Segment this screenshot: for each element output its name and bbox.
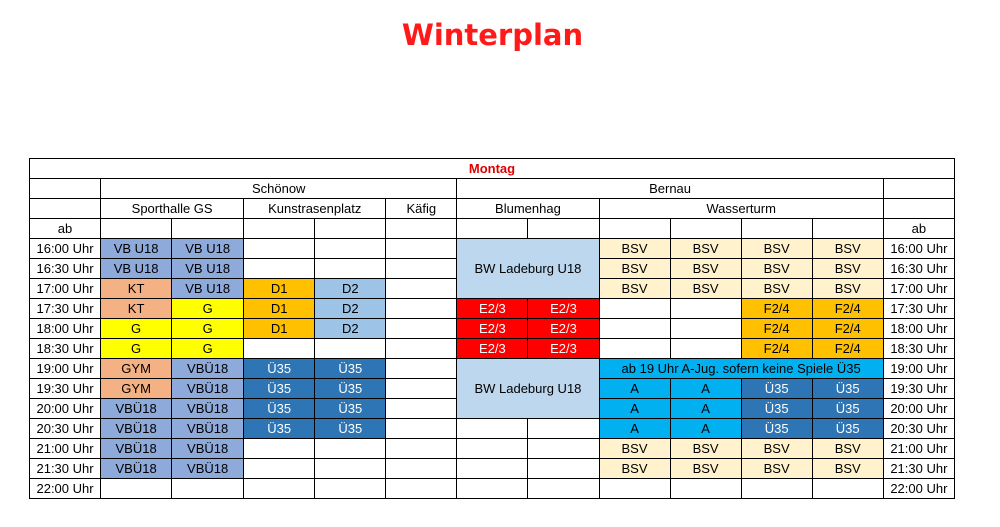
venue-kunstrasen: Kunstrasenplatz xyxy=(244,199,386,219)
schedule-cell: Ü35 xyxy=(244,399,315,419)
empty-cell xyxy=(457,419,528,439)
schedule-cell: BSV xyxy=(599,279,670,299)
time-row xyxy=(30,239,955,259)
schedule-cell: VBÜ18 xyxy=(172,399,244,419)
schedule-table xyxy=(29,158,955,499)
schedule-cell: D1 xyxy=(244,299,315,319)
empty-cell xyxy=(30,179,101,199)
schedule-cell: BSV xyxy=(812,439,883,459)
empty-cell xyxy=(883,179,954,199)
empty-cell xyxy=(457,439,528,459)
empty-cell xyxy=(457,479,528,499)
empty-cell xyxy=(386,459,457,479)
time-label: 16:00 Uhr xyxy=(883,239,954,259)
empty-cell xyxy=(30,199,101,219)
empty-cell xyxy=(101,219,172,239)
schedule-cell: VBÜ18 xyxy=(172,359,244,379)
time-label: 18:30 Uhr xyxy=(883,339,954,359)
schedule-cell: G xyxy=(172,299,244,319)
schedule-cell: E2/3 xyxy=(457,319,528,339)
schedule-cell: F2/4 xyxy=(812,299,883,319)
schedule-cell: Ü35 xyxy=(812,379,883,399)
venue-kaefig: Käfig xyxy=(386,199,457,219)
schedule-cell: D2 xyxy=(315,319,386,339)
location-schoenow: Schönow xyxy=(101,179,457,199)
empty-cell xyxy=(528,459,599,479)
venue-sporthalle: Sporthalle GS xyxy=(101,199,244,219)
time-label: 22:00 Uhr xyxy=(30,479,101,499)
schedule-cell: VB U18 xyxy=(101,239,172,259)
time-label: 18:00 Uhr xyxy=(883,319,954,339)
empty-cell xyxy=(315,339,386,359)
schedule-note: ab 19 Uhr A-Jug. sofern keine Spiele Ü35 xyxy=(599,359,883,379)
schedule-cell: GYM xyxy=(101,359,172,379)
schedule-cell: BSV xyxy=(670,279,741,299)
schedule-cell: VBÜ18 xyxy=(172,459,244,479)
schedule-cell: BSV xyxy=(670,459,741,479)
schedule-cell: BSV xyxy=(670,439,741,459)
schedule-cell: A xyxy=(599,419,670,439)
schedule-cell: BSV xyxy=(670,239,741,259)
schedule-cell: F2/4 xyxy=(812,339,883,359)
venue-blumenhag: Blumenhag xyxy=(457,199,599,219)
empty-cell xyxy=(599,219,670,239)
time-label: 20:30 Uhr xyxy=(883,419,954,439)
schedule-cell: VB U18 xyxy=(172,279,244,299)
empty-cell xyxy=(244,219,315,239)
schedule-cell: Ü35 xyxy=(244,359,315,379)
empty-cell xyxy=(386,299,457,319)
empty-cell xyxy=(599,319,670,339)
schedule-cell: Ü35 xyxy=(812,419,883,439)
empty-cell xyxy=(315,239,386,259)
schedule-cell: BSV xyxy=(741,459,812,479)
schedule-cell: VBÜ18 xyxy=(101,399,172,419)
schedule-cell: VB U18 xyxy=(101,259,172,279)
time-row xyxy=(30,359,955,379)
schedule-cell: BSV xyxy=(670,259,741,279)
empty-cell xyxy=(528,439,599,459)
schedule-cell: Ü35 xyxy=(741,419,812,439)
schedule-cell: BSV xyxy=(812,259,883,279)
schedule-cell: BSV xyxy=(599,439,670,459)
schedule-cell: Ü35 xyxy=(315,399,386,419)
schedule-cell: A xyxy=(599,379,670,399)
schedule-cell: A xyxy=(670,379,741,399)
empty-cell xyxy=(457,219,528,239)
location-row xyxy=(30,179,955,199)
empty-cell xyxy=(315,479,386,499)
schedule-cell: BSV xyxy=(741,259,812,279)
time-label: 21:00 Uhr xyxy=(30,439,101,459)
empty-cell xyxy=(244,439,315,459)
time-label: 16:30 Uhr xyxy=(883,259,954,279)
empty-cell xyxy=(528,419,599,439)
time-label: 21:30 Uhr xyxy=(30,459,101,479)
schedule-cell: BW Ladeburg U18 xyxy=(457,359,599,419)
schedule-cell: BSV xyxy=(599,259,670,279)
schedule-cell: E2/3 xyxy=(528,339,599,359)
schedule-cell: Ü35 xyxy=(315,359,386,379)
schedule-cell: VBÜ18 xyxy=(172,439,244,459)
venue-wasserturm: Wasserturm xyxy=(599,199,883,219)
time-row xyxy=(30,299,955,319)
schedule-cell: Ü35 xyxy=(315,379,386,399)
empty-cell xyxy=(670,299,741,319)
empty-cell xyxy=(386,319,457,339)
schedule-cell: VB U18 xyxy=(172,259,244,279)
ab-label-right: ab xyxy=(883,219,954,239)
empty-cell xyxy=(599,299,670,319)
schedule-cell: VBÜ18 xyxy=(172,419,244,439)
time-label: 18:00 Uhr xyxy=(30,319,101,339)
empty-cell xyxy=(244,239,315,259)
schedule-cell: F2/4 xyxy=(812,319,883,339)
schedule-cell: D2 xyxy=(315,299,386,319)
schedule-cell: F2/4 xyxy=(741,339,812,359)
schedule-cell: VBÜ18 xyxy=(101,439,172,459)
schedule-cell: KT xyxy=(101,279,172,299)
empty-cell xyxy=(670,339,741,359)
schedule-cell: E2/3 xyxy=(457,299,528,319)
schedule-cell: Ü35 xyxy=(244,419,315,439)
time-row xyxy=(30,439,955,459)
empty-cell xyxy=(386,419,457,439)
time-label: 22:00 Uhr xyxy=(883,479,954,499)
schedule-cell: VBÜ18 xyxy=(101,459,172,479)
time-label: 21:00 Uhr xyxy=(883,439,954,459)
schedule-cell: KT xyxy=(101,299,172,319)
schedule-cell: Ü35 xyxy=(244,379,315,399)
empty-cell xyxy=(599,339,670,359)
empty-cell xyxy=(386,399,457,419)
time-label: 20:00 Uhr xyxy=(883,399,954,419)
empty-cell xyxy=(244,339,315,359)
schedule-cell: BSV xyxy=(599,459,670,479)
schedule-cell: BSV xyxy=(599,239,670,259)
time-label: 19:00 Uhr xyxy=(883,359,954,379)
schedule-cell: BSV xyxy=(812,279,883,299)
venue-row xyxy=(30,199,955,219)
empty-cell xyxy=(386,239,457,259)
empty-cell xyxy=(528,479,599,499)
empty-cell xyxy=(244,259,315,279)
schedule-cell: D2 xyxy=(315,279,386,299)
schedule-cell: Ü35 xyxy=(315,419,386,439)
schedule-cell: BSV xyxy=(741,439,812,459)
empty-cell xyxy=(599,479,670,499)
empty-cell xyxy=(244,459,315,479)
empty-cell xyxy=(386,219,457,239)
schedule-cell: Ü35 xyxy=(812,399,883,419)
day-row xyxy=(30,159,955,179)
empty-cell xyxy=(172,479,244,499)
schedule-cell: Ü35 xyxy=(741,399,812,419)
time-label: 16:30 Uhr xyxy=(30,259,101,279)
time-label: 20:00 Uhr xyxy=(30,399,101,419)
schedule-cell: F2/4 xyxy=(741,299,812,319)
time-row xyxy=(30,479,955,499)
empty-cell xyxy=(172,219,244,239)
schedule-cell: D1 xyxy=(244,279,315,299)
time-label: 21:30 Uhr xyxy=(883,459,954,479)
empty-cell xyxy=(386,339,457,359)
time-label: 17:30 Uhr xyxy=(883,299,954,319)
empty-cell xyxy=(315,219,386,239)
schedule-cell: GYM xyxy=(101,379,172,399)
empty-cell xyxy=(670,479,741,499)
empty-cell xyxy=(101,479,172,499)
empty-cell xyxy=(315,259,386,279)
empty-cell xyxy=(244,479,315,499)
schedule-cell: E2/3 xyxy=(528,299,599,319)
empty-cell xyxy=(457,459,528,479)
empty-cell xyxy=(386,379,457,399)
schedule-cell: F2/4 xyxy=(741,319,812,339)
schedule-cell: A xyxy=(670,399,741,419)
schedule-cell: A xyxy=(670,419,741,439)
time-label: 16:00 Uhr xyxy=(30,239,101,259)
schedule-cell: A xyxy=(599,399,670,419)
schedule-cell: BSV xyxy=(741,239,812,259)
empty-cell xyxy=(812,479,883,499)
empty-cell xyxy=(386,479,457,499)
schedule-cell: D1 xyxy=(244,319,315,339)
time-row xyxy=(30,319,955,339)
time-row xyxy=(30,419,955,439)
empty-cell xyxy=(386,359,457,379)
schedule-cell: E2/3 xyxy=(528,319,599,339)
empty-cell xyxy=(528,219,599,239)
schedule-cell: VB U18 xyxy=(172,239,244,259)
schedule-cell: BSV xyxy=(812,239,883,259)
schedule-cell: BW Ladeburg U18 xyxy=(457,239,599,299)
empty-cell xyxy=(315,459,386,479)
day-header: Montag xyxy=(30,159,955,179)
empty-cell xyxy=(812,219,883,239)
schedule-cell: E2/3 xyxy=(457,339,528,359)
schedule-cell: G xyxy=(172,319,244,339)
time-label: 19:30 Uhr xyxy=(883,379,954,399)
schedule-cell: BSV xyxy=(741,279,812,299)
time-label: 17:00 Uhr xyxy=(883,279,954,299)
page-title: Winterplan xyxy=(401,18,584,52)
time-label: 19:00 Uhr xyxy=(30,359,101,379)
empty-cell xyxy=(741,219,812,239)
schedule-cell: G xyxy=(101,339,172,359)
schedule-cell: VBÜ18 xyxy=(172,379,244,399)
schedule-cell: G xyxy=(101,319,172,339)
time-row xyxy=(30,459,955,479)
time-label: 19:30 Uhr xyxy=(30,379,101,399)
time-row xyxy=(30,339,955,359)
empty-cell xyxy=(386,259,457,279)
empty-cell xyxy=(386,439,457,459)
time-label: 17:30 Uhr xyxy=(30,299,101,319)
schedule-cell: VBÜ18 xyxy=(101,419,172,439)
time-label: 18:30 Uhr xyxy=(30,339,101,359)
time-label: 17:00 Uhr xyxy=(30,279,101,299)
schedule-cell: BSV xyxy=(812,459,883,479)
schedule-cell: Ü35 xyxy=(741,379,812,399)
time-label: 20:30 Uhr xyxy=(30,419,101,439)
ab-row xyxy=(30,219,955,239)
empty-cell xyxy=(670,219,741,239)
empty-cell xyxy=(883,199,954,219)
empty-cell xyxy=(670,319,741,339)
ab-label-left: ab xyxy=(30,219,101,239)
empty-cell xyxy=(741,479,812,499)
empty-cell xyxy=(315,439,386,459)
empty-cell xyxy=(386,279,457,299)
location-bernau: Bernau xyxy=(457,179,883,199)
schedule-cell: G xyxy=(172,339,244,359)
